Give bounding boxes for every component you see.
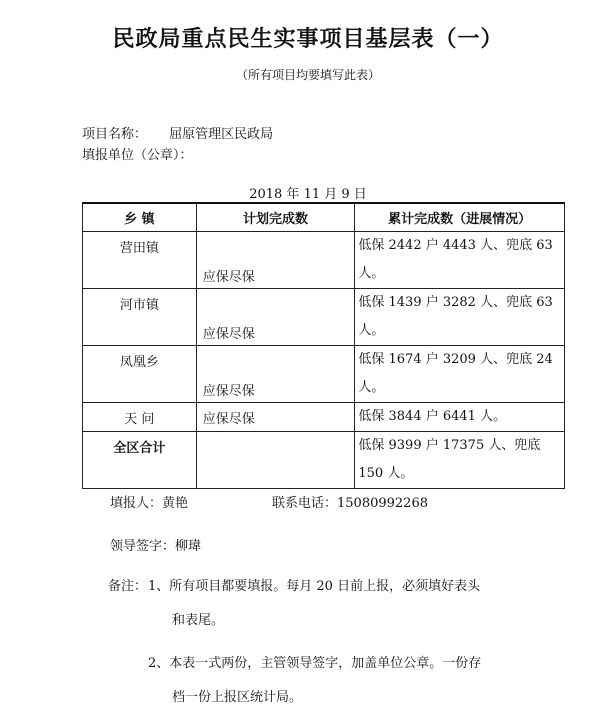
note-2-line-2: 档一份上报区统计局。 [172,690,303,705]
filler-line [110,492,188,511]
note-1-line-2: 和表尾。 [172,613,225,628]
leader-value: 柳瑋 [175,539,202,554]
phone-label: 联系电话： [272,496,338,511]
filler-value: 黄艳 [162,496,189,511]
plan-cell: 应保尽保 [196,232,355,289]
phone-value: 15080992268 [337,496,428,511]
leader-signature-line [110,535,201,554]
cumulative-cell: 低保 3844 户 6441 人。 [355,403,565,432]
cumulative-cell: 低保 2442 户 4443 人、兜底 63 人。 [355,232,565,289]
plan-cell: 应保尽保 [196,403,355,432]
project-name-label: 项目名称： [82,127,148,142]
header-town: 乡 镇 [83,203,197,232]
leader-label: 领导签字： [110,539,176,554]
town-cell: 河市镇 [83,289,197,346]
progress-table [82,202,565,489]
filling-unit-line [82,144,193,163]
plan-cell: 应保尽保 [196,346,355,403]
table-row [83,346,565,403]
table-total-row [83,432,565,489]
cumulative-cell: 低保 1439 户 3282 人、兜底 63 人。 [355,289,565,346]
note-2-line-1: 2、本表一式两份，主管领导签字，加盖单位公章。一份存 [148,656,482,671]
header-cumulative: 累计完成数（进展情况） [355,203,565,232]
report-date: 2018 年 11 月 9 日 [249,187,367,202]
table-row [83,232,565,289]
town-cell: 凤凰乡 [83,346,197,403]
project-name-value: 屈原管理区民政局 [169,127,274,142]
cumulative-cell: 低保 1674 户 3209 人、兜底 24 人。 [355,346,565,403]
total-cumulative-cell: 低保 9399 户 17375 人、兜底 150 人。 [355,432,565,489]
note-1-line-1: 1、所有项目都要填报。每月 20 日前上报，必须填好表头 [148,579,481,594]
page-title: 民政局重点民生实事项目基层表（一） [112,26,504,52]
table-row [83,403,565,432]
filler-label: 填报人： [110,496,163,511]
total-plan-cell [196,432,355,489]
notes-label: 备注： [108,579,148,594]
table-header-row [83,203,565,232]
header-plan: 计划完成数 [196,203,355,232]
table-row [83,289,565,346]
town-cell: 天 问 [83,403,197,432]
town-cell: 营田镇 [83,232,197,289]
filling-unit-label: 填报单位（公章）： [82,148,193,163]
phone-line [272,492,428,511]
total-town-cell: 全区合计 [83,432,197,489]
plan-cell: 应保尽保 [196,289,355,346]
page-subtitle: （所有项目均要填写此表） [235,68,380,82]
project-name-line [82,123,273,142]
